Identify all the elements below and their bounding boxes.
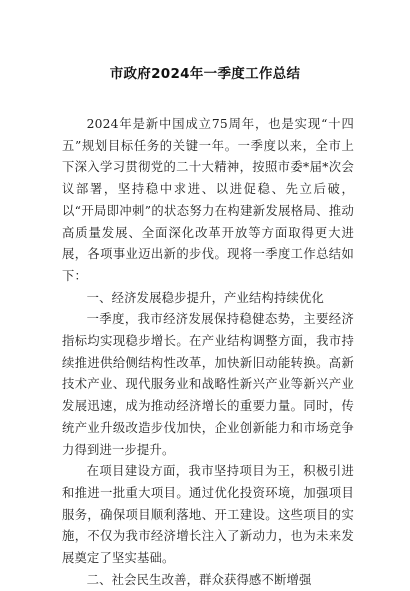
section-heading-1: 一、经济发展稳步提升，产业结构持续优化 [86,290,325,305]
document-body [62,114,354,591]
intro-paragraph: 2024年是新中国成立75周年，也是实现“十四五”规划目标任务的关键一年。一季度以来，全市上下深入学习贯彻党的二十大精神，按照市委*届*次会议部署，坚持稳中求进、以进促稳、先立后破，以“开局即冲刺”的状态努力在构建新发展格局、推动高质量发展、全面深化改革开放等方面取得更大进展，各项事业迈出新的步伐。现将一季度工作总结如下： [62,117,354,283]
body-paragraph-2: 在项目建设方面，我市坚持项目为王，积极引进和推进一批重大项目。通过优化投资环境，加强项目服务，确保项目顺利落地、开工建设。这些项目的实施，不仅为我市经济增长注入了新动力，也为未来发展奠定了坚实基础。 [62,464,354,566]
body-paragraph-1: 一季度，我市经济发展保持稳健态势，主要经济指标均实现稳步增长。在产业结构调整方面，我市持续推进供给侧结构性改革，加快新旧动能转换。高新技术产业、现代服务业和战略性新兴产业等新兴产业发展迅速，成为推动经济增长的重要力量。同时，传统产业升级改造步伐加快，企业创新能力和市场竞争力得到进一步提升。 [62,312,354,457]
document-title: 市政府2024年一季度工作总结 [109,66,301,82]
section-heading-2: 二、社会民生改善，群众获得感不断增强 [86,572,312,587]
